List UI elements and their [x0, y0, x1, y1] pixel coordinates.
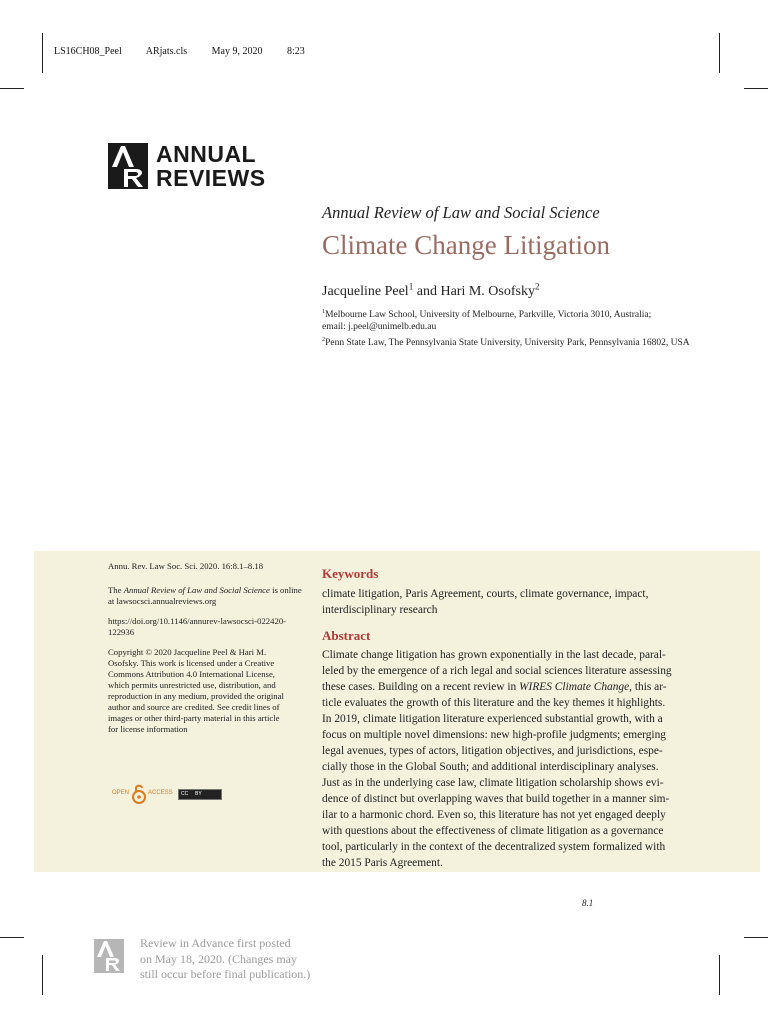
crop-mark [0, 88, 24, 89]
author-line [322, 281, 540, 300]
affiliation-2-line-1: Penn State Law, The Pennsylvania State University, University Park, Pennsylvania 16802, USA [325, 338, 690, 348]
copyright-line: Commons Attribution 4.0 International License, [108, 669, 275, 679]
cc-label: CC [181, 791, 189, 797]
abstract-line: the 2015 Paris Agreement. [322, 857, 443, 869]
copyright-line: images or other third-party material in this article [108, 713, 280, 723]
ar-logo-icon [108, 143, 148, 189]
slug-date: May 9, 2020 [211, 46, 263, 57]
doi[interactable] [108, 616, 308, 638]
logo-line-1: ANNUAL [156, 141, 257, 167]
access-label: ACCESS [148, 790, 173, 796]
abstract-line: leled by the emergence of a rich legal and social sciences literature assessing [322, 665, 672, 677]
abstract-line: with questions about the effectiveness of climate litigation as a governance [322, 825, 664, 837]
affiliation-1-email: email: j.peel@unimelb.edu.au [322, 322, 437, 332]
crop-mark [719, 33, 720, 73]
crop-mark [719, 955, 720, 995]
copyright-line: reproduction in any medium, provided the original [108, 691, 284, 701]
copyright-line: for license information [108, 724, 188, 734]
abstract-line: cially those in the Global South; and additional interdisciplinary analyses. [322, 761, 659, 773]
author-1-sup: 1 [408, 281, 414, 292]
footer-ar-logo-icon [94, 939, 124, 973]
review-in-advance-notice [140, 936, 330, 983]
keywords-heading: Keywords [322, 566, 379, 581]
open-lock-icon [132, 783, 146, 807]
keywords-line: climate litigation, Paris Agreement, courts, climate governance, impact, [322, 588, 649, 600]
slug-file: LS16CH08_Peel [54, 46, 122, 57]
slug-line [54, 46, 327, 57]
crop-mark [42, 955, 43, 995]
author-and: and [416, 284, 437, 299]
footer-line: on May 18, 2020. (Changes may [140, 951, 297, 966]
open-label: OPEN [112, 790, 130, 796]
by-label: BY [195, 791, 202, 797]
affiliation-1-line-1: Melbourne Law School, University of Melbourne, Parkville, Victoria 3010, Australia; [325, 310, 652, 320]
author-2-sup: 2 [534, 281, 540, 292]
abstract-line: dence of distinct but overlapping waves that build together in a manner sim- [322, 793, 670, 805]
footer-line: still occur before final publication.) [140, 967, 311, 981]
copyright-line: Copyright © 2020 Jacqueline Peel & Hari M. [108, 647, 267, 657]
online-url[interactable]: at lawsocsci.annualreviews.org [108, 596, 217, 606]
copyright-line: author and source are credited. See credit lines of [108, 702, 280, 712]
abstract-line: Just as in the underlying case law, climate litigation scholarship shows evi- [322, 777, 664, 789]
abstract-line: ilar to a harmonic chord. Even so, this literature has not yet engaged deeply [322, 809, 666, 821]
journal-name: Annual Review of Law and Social Science [322, 203, 600, 222]
copyright-line: Osofsky. This work is licensed under a Creative [108, 658, 275, 668]
keywords-list [322, 586, 680, 618]
citation: Annu. Rev. Law Soc. Sci. 2020. 16:8.1–8.18 [108, 561, 264, 571]
abstract-line: In 2019, climate litigation literature experienced substantial growth, with a [322, 713, 663, 725]
slug-cls: ARjats.cls [145, 46, 188, 57]
affiliation-1-sup: 1 [322, 308, 326, 315]
annual-reviews-logo [108, 143, 278, 193]
doi-line-2: 122936 [108, 627, 135, 637]
online-post: is online [272, 585, 302, 595]
affiliation-2-sup: 2 [322, 336, 326, 343]
crop-mark [0, 937, 24, 938]
footer-line: Review in Advance first posted [140, 936, 291, 950]
logo-wordmark [156, 142, 266, 190]
abstract-line: Climate change litigation has grown exponentially in the last decade, paral- [322, 649, 666, 661]
abstract-line: tool, particularly in the context of the decentralized system formalized with [322, 841, 666, 853]
online-journal: Annual Review of Law and Social Science [123, 585, 270, 595]
online-notice [108, 585, 308, 607]
abstract-text [322, 647, 680, 871]
doi-line-1: https://doi.org/10.1146/annurev-lawsocsci-022420- [108, 616, 287, 626]
abstract-line: focus on multiple novel dimensions: new high-profile judgments; emerging [322, 729, 666, 741]
abstract-line: ticle evaluates the growth of this literature and the key themes it highlights. [322, 697, 666, 709]
logo-line-2: REVIEWS [156, 165, 266, 191]
slug-time: 8:23 [286, 46, 305, 57]
page-number: 8.1 [582, 898, 594, 908]
crop-mark [42, 33, 43, 73]
author-1: Jacqueline Peel [322, 284, 409, 299]
article-title: Climate Change Litigation [322, 230, 610, 260]
keywords-line: interdisciplinary research [322, 604, 438, 616]
abstract-line: legal avenues, types of actors, litigation objectives, and jurisdictions, espe- [322, 745, 663, 757]
abstract-line: these cases. Building on a recent review in WIRES Climate Change, this ar- [322, 681, 667, 693]
copyright-line: which permits unrestricted use, distribution, and [108, 680, 276, 690]
crop-mark [744, 937, 768, 938]
author-2: Hari M. Osofsky [440, 284, 535, 299]
online-pre: The [108, 585, 122, 595]
affiliation-1 [322, 309, 651, 333]
copyright-notice [108, 647, 308, 735]
affiliation-2 [322, 337, 690, 349]
abstract-heading: Abstract [322, 628, 371, 643]
cc-by-icon [178, 789, 222, 800]
crop-mark [744, 88, 768, 89]
